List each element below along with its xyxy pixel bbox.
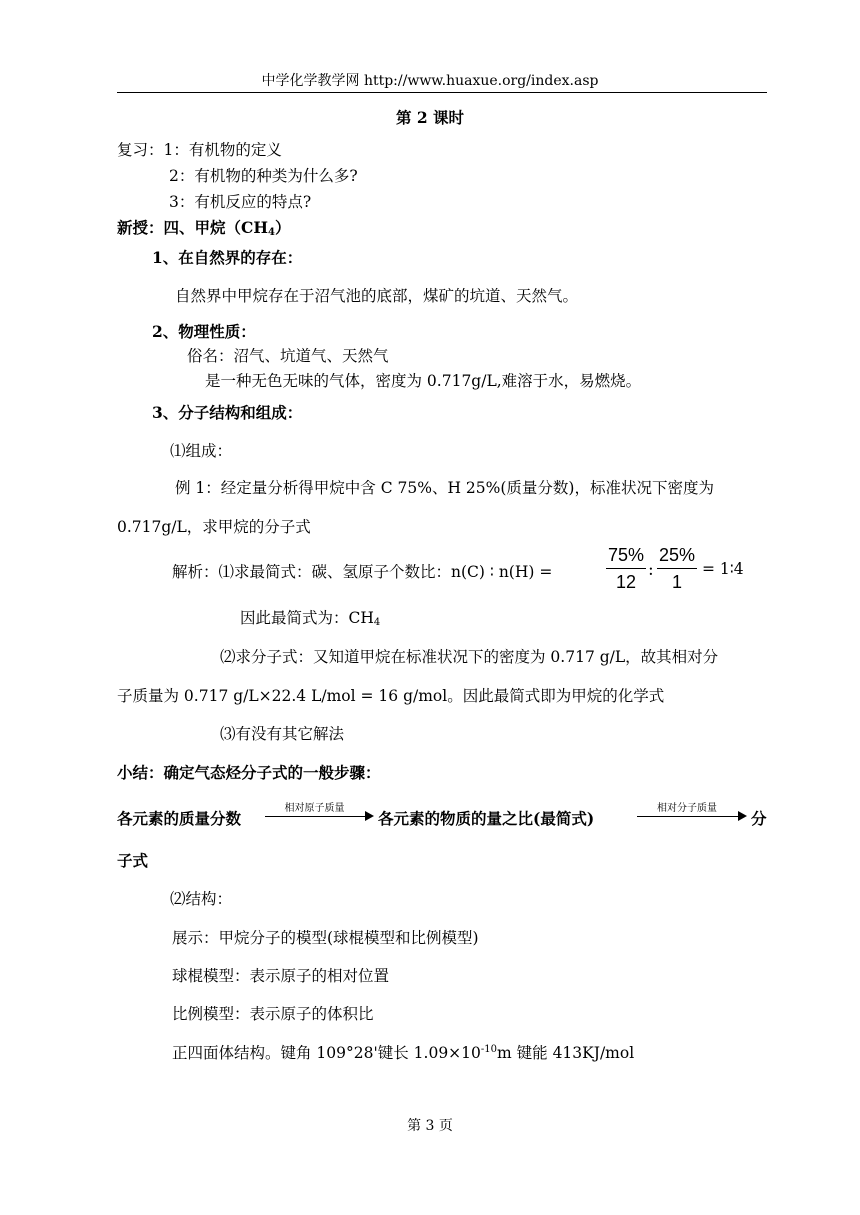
fraction-carbon-numerator: 75% bbox=[607, 545, 645, 565]
section-1-title: 1、在自然界的存在： bbox=[152, 248, 303, 267]
lesson-title: 第 2 课时 bbox=[395, 108, 465, 127]
ratio-result: = 1∶4 bbox=[702, 560, 744, 578]
section-3-title: 3、分子结构和组成： bbox=[152, 403, 303, 422]
arrow-2-label: 相对分子质量 bbox=[657, 803, 717, 814]
structure-label: ⑵结构： bbox=[170, 890, 233, 908]
ball-stick-model: 球棍模型：表示原子的相对位置 bbox=[172, 967, 390, 985]
section-2-line-1: 俗名：沼气、坑道气、天然气 bbox=[187, 347, 389, 365]
step-3: ⑶有没有其它解法 bbox=[220, 725, 345, 743]
section-2-line-2: 是一种无色无味的气体，密度为 0.717g/L,难溶于水，易燃烧。 bbox=[205, 372, 642, 390]
flow-mass-fraction: 各元素的质量分数 bbox=[117, 809, 242, 828]
model-display: 展示：甲烷分子的模型(球棍模型和比例模型) bbox=[172, 929, 479, 947]
fraction-hydrogen-numerator: 25% bbox=[658, 545, 696, 565]
fraction-carbon-bar bbox=[606, 568, 646, 569]
arrow-2-line bbox=[637, 816, 741, 817]
arrow-1-label: 相对原子质量 bbox=[284, 803, 345, 814]
flow-mole-ratio: 各元素的物质的量之比(最简式) bbox=[378, 809, 595, 828]
analysis-text: 解析：⑴求最简式：碳、氢原子个数比：n(C) ∶ n(H) = bbox=[172, 563, 553, 581]
arrow-2-head bbox=[738, 811, 747, 821]
fraction-carbon-denominator: 12 bbox=[615, 572, 637, 592]
fraction-separator: : bbox=[648, 560, 654, 580]
step-2-line-1: ⑵求分子式：又知道甲烷在标准状况下的密度为 0.717 g/L，故其相对分 bbox=[220, 648, 719, 666]
fraction-hydrogen-denominator: 1 bbox=[671, 572, 682, 592]
summary-title: 小结：确定气态烃分子式的一般步骤： bbox=[117, 763, 381, 782]
arrow-1-line bbox=[265, 816, 368, 817]
new-lesson-heading: 新授：四、甲烷$(CH_4)$ bbox=[117, 218, 291, 238]
arrow-relative-atomic-mass bbox=[265, 803, 374, 823]
fraction-hydrogen-bar bbox=[657, 568, 697, 569]
tetrahedral-structure: 正四面体结构。键角 109°28'键长 $1.09\times 10^{-10}m$ 键能 413KJ/mol bbox=[172, 1044, 635, 1062]
example-line-2: 0.717g/L，求甲烷的分子式 bbox=[117, 518, 311, 536]
arrow-relative-molecular-mass bbox=[637, 803, 747, 823]
flow-molecular-formula-end: 子式 bbox=[117, 851, 149, 870]
review-line-2: 2：有机物的种类为什么多? bbox=[169, 167, 358, 185]
arrow-1-head bbox=[365, 811, 374, 821]
step-2-line-2: 子质量为 0.717 g/L×22.4 L/mol = 16 g/mol。因此最简式即为甲烷的化学式 bbox=[117, 687, 665, 705]
simplest-formula: 因此最简式为：$CH_4$ bbox=[240, 609, 381, 628]
page-header: 中学化学教学网 http://www.huaxue.org/index.asp bbox=[261, 73, 599, 89]
section-1-body: 自然界中甲烷存在于沼气池的底部，煤矿的坑道、天然气。 bbox=[175, 287, 579, 305]
section-2-title: 2、物理性质： bbox=[152, 322, 256, 341]
fraction-hydrogen bbox=[657, 544, 697, 593]
example-line-1: 例 1：经定量分析得甲烷中含 C 75%、H 25%(质量分数)，标准状况下密度为 bbox=[175, 479, 714, 497]
space-filling-model: 比例模型：表示原子的体积比 bbox=[172, 1005, 374, 1023]
review-line-3: 3：有机反应的特点? bbox=[169, 193, 312, 211]
flow-molecular-formula-start: 分 bbox=[751, 809, 767, 828]
composition-label: ⑴组成： bbox=[170, 442, 233, 460]
review-line-1: 复习：1：有机物的定义 bbox=[117, 141, 282, 159]
fraction-carbon bbox=[606, 544, 646, 593]
header-rule bbox=[117, 92, 767, 93]
page-footer: 第 3 页 bbox=[407, 1118, 453, 1134]
